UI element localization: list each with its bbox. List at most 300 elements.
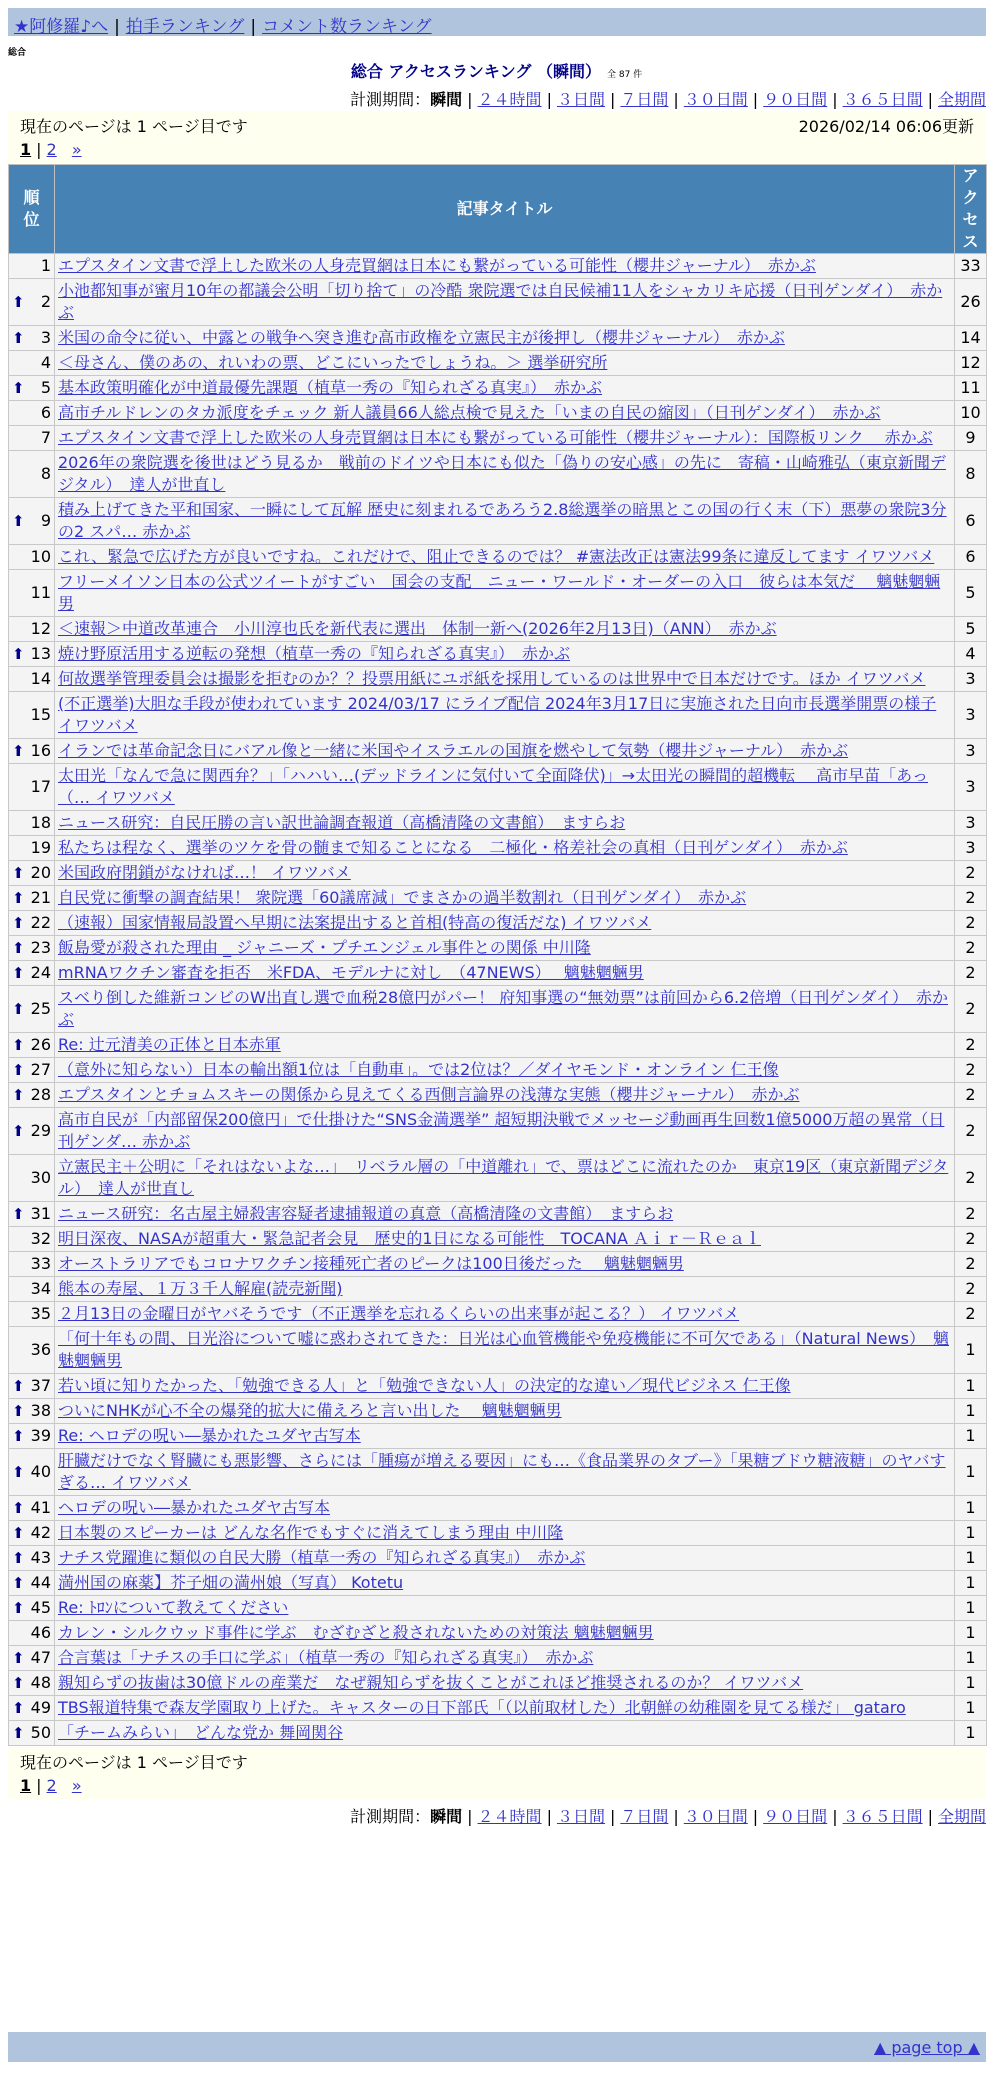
article-title-link[interactable]: 米国の命令に従い、中露との戦争へ突き進む高市政権を立憲民主が後押し（櫻井ジャーナル） 赤かぶ — [58, 328, 785, 347]
title-cell — [55, 1374, 955, 1399]
rank-up-arrow-icon: ⬆ — [12, 1427, 25, 1445]
title-cell — [55, 376, 955, 401]
access-count: 1 — [955, 1374, 987, 1399]
title-cell — [55, 279, 955, 326]
rank-cell — [9, 1302, 55, 1327]
access-count: 26 — [955, 279, 987, 326]
rank-number: 23 — [30, 938, 51, 957]
rank-number: 20 — [30, 863, 51, 882]
access-count: 1 — [955, 1546, 987, 1571]
rank-up-arrow-icon: ⬆ — [12, 1699, 25, 1717]
title-cell — [55, 836, 955, 861]
article-title-link[interactable]: 日本製のスピーカーは どんな名作でもすぐに消えてしまう理由 中川隆 — [58, 1523, 564, 1542]
rank-cell — [9, 811, 55, 836]
title-cell — [55, 1033, 955, 1058]
article-title-link[interactable]: TBS報道特集で森友学園取り上げた。キャスターの日下部氏「（以前取材した）北朝鮮の幼稚園を見てる様だ」 gataro — [58, 1698, 906, 1717]
rank-number: 17 — [30, 777, 51, 796]
rank-number: 31 — [30, 1204, 51, 1223]
rank-cell — [9, 1496, 55, 1521]
rank-up-arrow-icon: ⬆ — [12, 939, 25, 957]
table-row — [9, 1399, 987, 1424]
rank-number: 15 — [30, 705, 51, 724]
page-current: 1 — [20, 1776, 32, 1795]
article-title-link[interactable]: ヘロデの呪い―暴かれたユダヤ古写本 — [58, 1498, 331, 1517]
comment-ranking-link[interactable]: コメント数ランキング — [262, 17, 432, 37]
rank-number: 42 — [30, 1523, 51, 1542]
table-row — [9, 570, 987, 617]
table-row — [9, 1155, 987, 1202]
article-title-link[interactable]: ナチス党躍進に類似の自民大勝（植草一秀の『知られざる真実』） 赤かぶ — [58, 1548, 586, 1567]
period-90d-link[interactable]: ９０日間 — [763, 90, 828, 109]
article-title-link[interactable]: これ、緊急で広げた方が良いですね。これだけで、阻止できるのでは？ #憲法改正は憲法99条に違反してます イワツバメ — [58, 547, 935, 566]
table-row — [9, 642, 987, 667]
table-row — [9, 498, 987, 545]
rank-up-arrow-icon: ⬆ — [12, 914, 25, 932]
table-row — [9, 739, 987, 764]
table-row — [9, 1496, 987, 1521]
article-title-link[interactable]: 明日深夜、NASAが超重大・緊急記者会見 歴史的1日になる可能性 TOCANA Ａｉｒ－Ｒｅａｌ — [58, 1229, 761, 1248]
title-cell — [55, 1671, 955, 1696]
title-cell — [55, 570, 955, 617]
rank-up-arrow-icon: ⬆ — [12, 1086, 25, 1104]
rank-number: 12 — [30, 619, 51, 638]
access-count: 3 — [955, 692, 987, 739]
rank-number: 35 — [30, 1304, 51, 1323]
pager-top: 現在のページは 1 ページ目です 2026/02/14 06:06更新 1 | 2 » — [8, 111, 986, 163]
period-3d-link[interactable]: ３日間 — [556, 90, 605, 109]
rank-number: 8 — [40, 464, 51, 483]
table-row — [9, 986, 987, 1033]
access-count: 4 — [955, 642, 987, 667]
article-title-link[interactable]: （速報）国家情報局設置へ早期に法案提出すると首相(特高の復活だな) イワツバメ — [58, 913, 652, 932]
title-cell — [55, 1227, 955, 1252]
article-title-link[interactable]: カレン・シルクウッド事件に学ぶ むざむざと殺されないための対策法 魑魅魍魎男 — [58, 1623, 654, 1642]
table-row — [9, 1721, 987, 1746]
rank-cell — [9, 739, 55, 764]
access-count: 2 — [955, 1058, 987, 1083]
access-count: 1 — [955, 1571, 987, 1596]
title-cell — [55, 1546, 955, 1571]
rank-number: 48 — [30, 1673, 51, 1692]
rank-number: 4 — [40, 353, 51, 372]
rank-up-arrow-icon: ⬆ — [12, 1377, 25, 1395]
rank-cell — [9, 836, 55, 861]
rank-cell — [9, 1252, 55, 1277]
rank-cell — [9, 570, 55, 617]
rank-up-arrow-icon: ⬆ — [12, 1599, 25, 1617]
article-title-link[interactable]: 焼け野原活用する逆転の発想（植草一秀の『知られざる真実』） 赤かぶ — [58, 644, 571, 663]
table-row — [9, 936, 987, 961]
table-row — [9, 451, 987, 498]
total-count: 全 87 件 — [607, 70, 643, 80]
rank-up-arrow-icon: ⬆ — [12, 1674, 25, 1692]
article-title-link[interactable]: mRNAワクチン審査を拒否 米FDA、モデルナに対し （47NEWS） 魑魅魍魎男 — [58, 963, 644, 982]
rank-cell — [9, 1227, 55, 1252]
title-cell — [55, 764, 955, 811]
period-all-link[interactable]: 全期間 — [937, 1807, 986, 1826]
rank-cell — [9, 1374, 55, 1399]
access-count: 2 — [955, 1277, 987, 1302]
table-row — [9, 1252, 987, 1277]
access-header — [955, 165, 987, 254]
table-row — [9, 1083, 987, 1108]
rank-number: 25 — [30, 999, 51, 1018]
rank-cell — [9, 986, 55, 1033]
period-365d-link[interactable]: ３６５日間 — [842, 1807, 923, 1826]
rank-up-arrow-icon: ⬆ — [12, 1463, 25, 1481]
article-title-link[interactable]: ついにNHKが心不全の爆発的拡大に備えろと言い出した 魑魅魍魎男 — [58, 1401, 562, 1420]
article-title-link[interactable]: 「チームみらい」 どんな党か 舞岡関谷 — [58, 1723, 344, 1742]
rank-up-arrow-icon: ⬆ — [12, 1036, 25, 1054]
access-count: 9 — [955, 426, 987, 451]
rank-number: 50 — [30, 1723, 51, 1742]
table-row — [9, 667, 987, 692]
rank-number: 24 — [30, 963, 51, 982]
rank-cell — [9, 1646, 55, 1671]
period-365d-link[interactable]: ３６５日間 — [842, 90, 923, 109]
rank-cell — [9, 692, 55, 739]
table-row — [9, 254, 987, 279]
article-title-link[interactable]: (不正選挙)大胆な手段が使われています 2024/03/17 にライブ配信 2024年3月17日に実施された日向市長選挙開票の様子 イワツバメ — [58, 694, 937, 735]
access-count: 2 — [955, 1033, 987, 1058]
home-link[interactable]: ★阿修羅♪へ — [14, 17, 109, 37]
table-row — [9, 426, 987, 451]
rank-cell — [9, 861, 55, 886]
article-title-link[interactable]: 合言葉は「ナチスの手口に学ぶ」（植草一秀の『知られざる真実』） 赤かぶ — [58, 1648, 594, 1667]
article-title-link[interactable]: エプスタイン文書で浮上した欧米の人身売買網は日本にも繋がっている可能性（櫻井ジャーナル）：国際板リンク 赤かぶ — [58, 428, 933, 447]
title-cell — [55, 1424, 955, 1449]
table-row — [9, 1302, 987, 1327]
title-cell — [55, 1399, 955, 1424]
footer-bar — [8, 2032, 986, 2062]
access-count: 11 — [955, 376, 987, 401]
period-7d-link[interactable]: ７日間 — [620, 1807, 669, 1826]
access-count: 1 — [955, 1521, 987, 1546]
rank-number: 9 — [40, 511, 51, 530]
updated-timestamp: 2026/02/14 06:06更新 — [798, 117, 974, 136]
rank-up-arrow-icon: ⬆ — [12, 1205, 25, 1223]
title-cell — [55, 1327, 955, 1374]
rank-number: 44 — [30, 1573, 51, 1592]
rank-number: 22 — [30, 913, 51, 932]
table-row — [9, 545, 987, 570]
rank-number: 14 — [30, 669, 51, 688]
breadcrumb: 総合 — [8, 48, 27, 58]
article-title-link[interactable]: Re: 辻元清美の正体と日本赤軍 — [58, 1035, 281, 1054]
article-title-link[interactable]: 立憲民主＋公明に「それはないよな…」 リベラル層の「中道離れ」で、票はどこに流れたのか 東京19区（東京新聞デジタル） 達人が世直し — [58, 1157, 949, 1198]
rank-number: 36 — [30, 1340, 51, 1359]
access-count: 2 — [955, 1202, 987, 1227]
rank-number: 3 — [40, 328, 51, 347]
rank-up-arrow-icon: ⬆ — [12, 512, 25, 530]
table-row — [9, 1671, 987, 1696]
title-cell — [55, 961, 955, 986]
article-title-link[interactable]: ＜母さん、僕のあの、れいわの票、どこにいったでしょうね。＞ 選挙研究所 — [58, 353, 608, 372]
rank-cell — [9, 1424, 55, 1449]
rank-up-arrow-icon: ⬆ — [12, 1122, 25, 1140]
title-cell — [55, 351, 955, 376]
rank-up-arrow-icon: ⬆ — [12, 1649, 25, 1667]
access-count: 12 — [955, 351, 987, 376]
period-24h-link[interactable]: ２４時間 — [477, 1807, 542, 1826]
article-title-link[interactable]: 高市チルドレンのタカ派度をチェック 新人議員66人総点検で見えた「いまの自民の縮図」（日刊ゲンダイ） 赤かぶ — [58, 403, 881, 422]
rank-number: 5 — [40, 378, 51, 397]
period-selector-top: 計測期間：瞬間 | ２４時間 | ３日間 | ７日間 | ３０日間 | ９０日間 | ３６５日間 | 全期間 — [350, 90, 986, 109]
title-cell — [55, 498, 955, 545]
rank-cell — [9, 1546, 55, 1571]
table-row — [9, 1327, 987, 1374]
rank-number: 47 — [30, 1648, 51, 1667]
rank-number: 11 — [30, 583, 51, 602]
article-title-link[interactable]: 若い頃に知りたかった、「勉強できる人」と「勉強できない人」の決定的な違い／現代ビジネス 仁王像 — [58, 1376, 791, 1395]
article-title-link[interactable]: 私たちは程なく、選挙のツケを骨の髄まで知ることになる 二極化・格差社会の真相（日刊ゲンダイ） 赤かぶ — [58, 838, 848, 857]
rank-cell — [9, 376, 55, 401]
title-cell — [55, 1083, 955, 1108]
table-row — [9, 961, 987, 986]
period-90d-link[interactable]: ９０日間 — [763, 1807, 828, 1826]
title-cell — [55, 1621, 955, 1646]
ranking-table — [8, 164, 987, 1746]
rank-header — [9, 165, 55, 254]
rank-cell — [9, 1621, 55, 1646]
rank-number: 16 — [30, 741, 51, 760]
title-cell — [55, 401, 955, 426]
table-row — [9, 1696, 987, 1721]
article-title-link[interactable]: 親知らずの抜歯は30億ドルの産業だ なぜ親知らずを抜くことがこれほど推奨されるのか？ イワツバメ — [58, 1673, 804, 1692]
rank-number: 30 — [30, 1168, 51, 1187]
rank-cell — [9, 764, 55, 811]
rank-number: 33 — [30, 1254, 51, 1273]
access-count: 3 — [955, 764, 987, 811]
table-row — [9, 692, 987, 739]
article-title-link[interactable]: 基本政策明確化が中道最優先課題（植草一秀の『知られざる真実』） 赤かぶ — [58, 378, 603, 397]
rank-cell — [9, 401, 55, 426]
current-page-text: 現在のページは 1 ページ目です — [20, 1753, 248, 1772]
access-count: 1 — [955, 1671, 987, 1696]
article-title-link[interactable]: フリーメイソン日本の公式ツイートがすごい 国会の支配 ニュー・ワールド・オーダーの入口 彼らは本気だ 魑魅魍魎男 — [58, 572, 941, 613]
article-title-link[interactable]: 何故選挙管理委員会は撮影を拒むのか？？投票用紙にユポ紙を採用しているのは世界中で日本だけです。ほか イワツバメ — [58, 669, 926, 688]
article-title-link[interactable]: 太田光「なんで急に関西弁？」「ハハい…(デッドラインに気付いて全面降伏)」→太田光の瞬間的超機転 高市早苗「あっ（… イワツバメ — [58, 766, 929, 807]
title-cell — [55, 986, 955, 1033]
table-row — [9, 376, 987, 401]
next-page-link[interactable]: » — [71, 1776, 82, 1795]
article-title-link[interactable]: 自民党に衝撃の調査結果！ 衆院選「60議席減」でまさかの過半数割れ（日刊ゲンダイ） 赤かぶ — [58, 888, 747, 907]
article-title-link[interactable]: ＜速報＞中道改革連合 小川淳也氏を新代表に選出 体制一新へ(2026年2月13日)（ANN） 赤かぶ — [58, 619, 777, 638]
rank-up-arrow-icon: ⬆ — [12, 1499, 25, 1517]
page-2-link[interactable]: 2 — [46, 140, 57, 159]
table-row — [9, 764, 987, 811]
rank-up-arrow-icon: ⬆ — [12, 742, 25, 760]
rank-number: 10 — [30, 547, 51, 566]
rank-cell — [9, 279, 55, 326]
rank-up-arrow-icon: ⬆ — [12, 1402, 25, 1420]
next-page-link[interactable]: » — [71, 140, 82, 159]
rank-cell — [9, 1277, 55, 1302]
access-count: 8 — [955, 451, 987, 498]
rank-number: 38 — [30, 1401, 51, 1420]
access-count: 10 — [955, 401, 987, 426]
access-count: 1 — [955, 1596, 987, 1621]
access-count: 2 — [955, 936, 987, 961]
period-current: 瞬間 — [430, 1807, 463, 1826]
article-title-link[interactable]: 「何十年もの間、日光浴について嘘に惑わされてきた：日光は心血管機能や免疫機能に不可欠である」（Natural News） 魑魅魍魎男 — [58, 1329, 950, 1370]
rank-up-arrow-icon: ⬆ — [12, 1000, 25, 1018]
rank-up-arrow-icon: ⬆ — [12, 889, 25, 907]
article-title-link[interactable]: エプスタインとチョムスキーの関係から見えてくる西側言論界の浅薄な実態（櫻井ジャーナル） 赤かぶ — [58, 1085, 800, 1104]
rank-number: 1 — [40, 256, 51, 275]
rank-header-label: 順位 — [23, 188, 40, 229]
article-title-link[interactable]: Re: ﾄﾛﾝについて教えてください — [58, 1598, 289, 1617]
nav-separator: | — [114, 17, 120, 37]
period-label: 計測期間： — [350, 1807, 431, 1826]
title-cell — [55, 1696, 955, 1721]
access-count: 2 — [955, 861, 987, 886]
title-cell — [55, 1571, 955, 1596]
article-title-link[interactable]: エプスタイン文書で浮上した欧米の人身売買網は日本にも繋がっている可能性（櫻井ジャーナル） 赤かぶ — [58, 256, 816, 275]
rank-number: 45 — [30, 1598, 51, 1617]
access-count: 1 — [955, 1721, 987, 1746]
article-title-link[interactable]: ２月13日の金曜日がヤバそうです（不正選挙を忘れるくらいの出来事が起こる？） イワツバメ — [58, 1304, 740, 1323]
access-count: 1 — [955, 1424, 987, 1449]
title-cell — [55, 1596, 955, 1621]
rank-cell — [9, 1399, 55, 1424]
article-title-link[interactable]: ニュース研究：自民圧勝の言い訳世論調査報道（高橋清隆の文書館） ますらお — [58, 813, 626, 832]
title-cell — [55, 936, 955, 961]
title-cell — [55, 1058, 955, 1083]
access-count: 2 — [955, 1252, 987, 1277]
title-cell — [55, 1108, 955, 1155]
table-row — [9, 1227, 987, 1252]
access-count: 1 — [955, 1646, 987, 1671]
title-cell — [55, 667, 955, 692]
rank-number: 18 — [30, 813, 51, 832]
rank-cell — [9, 451, 55, 498]
period-7d-link[interactable]: ７日間 — [620, 90, 669, 109]
title-cell — [55, 861, 955, 886]
rank-cell — [9, 911, 55, 936]
rank-number: 43 — [30, 1548, 51, 1567]
access-count: 3 — [955, 836, 987, 861]
article-title-link[interactable]: 高市自民が「内部留保200億円」で仕掛けた“SNS金満選挙” 超短期決戦でメッセージ動画再生回数1億5000万超の異常（日刊ゲンダ… 赤かぶ — [58, 1110, 945, 1151]
rank-up-arrow-icon: ⬆ — [12, 1524, 25, 1542]
rank-cell — [9, 886, 55, 911]
access-count: 33 — [955, 254, 987, 279]
rank-cell — [9, 667, 55, 692]
table-row — [9, 1621, 987, 1646]
title-cell — [55, 617, 955, 642]
page-top-link[interactable]: ▲ page top ▲ — [873, 2038, 980, 2057]
rank-number: 49 — [30, 1698, 51, 1717]
access-count: 2 — [955, 1302, 987, 1327]
article-title-link[interactable]: 積み上げてきた平和国家、一瞬にして瓦解 歴史に刻まれるであろう2.8総選挙の暗黒とこの国の行く末（下）悪夢の衆院3分の2 スパ… 赤かぶ — [58, 500, 947, 541]
rank-cell — [9, 1449, 55, 1496]
rank-number: 34 — [30, 1279, 51, 1298]
article-title-link[interactable]: 米国政府閉鎖がなければ…！ イワツバメ — [58, 863, 351, 882]
table-row — [9, 1058, 987, 1083]
access-count: 5 — [955, 617, 987, 642]
article-title-link[interactable]: ニュース研究：名古屋主婦殺害容疑者逮捕報道の真意（高橋清隆の文書館） ますらお — [58, 1204, 674, 1223]
title-cell — [55, 1252, 955, 1277]
table-row — [9, 1277, 987, 1302]
article-title-link[interactable]: 肝臓だけでなく腎臓にも悪影響、さらには「腫瘍が増える要因」にも…《食品業界のタブー》「果糖ブドウ糖液糖」のヤバすぎる… イワツバメ — [58, 1451, 946, 1492]
access-count: 2 — [955, 1227, 987, 1252]
table-row — [9, 401, 987, 426]
table-row — [9, 911, 987, 936]
article-title-link[interactable]: スベり倒した維新コンビのW出直し選で血税28億円がパー！ 府知事選の“無効票”は前回から6.2倍増（日刊ゲンダイ） 赤かぶ — [58, 988, 949, 1029]
period-30d-link[interactable]: ３０日間 — [683, 90, 748, 109]
title-header: 記事タイトル — [55, 165, 955, 254]
rank-cell — [9, 498, 55, 545]
rank-up-arrow-icon: ⬆ — [12, 964, 25, 982]
period-3d-link[interactable]: ３日間 — [556, 1807, 605, 1826]
article-title-link[interactable]: 2026年の衆院選を後世はどう見るか 戦前のドイツや日本にも似た「偽りの安心感」の先に 寄稿・山崎雅弘（東京新聞デジタル） 達人が世直し — [58, 453, 946, 494]
rank-number: 2 — [40, 292, 51, 311]
article-title-link[interactable]: 満州国の麻薬】芥子畑の満州娘（写真） Kotetu — [58, 1573, 404, 1592]
rank-cell — [9, 1108, 55, 1155]
page-title: 総合 アクセスランキング （瞬間） — [350, 62, 601, 81]
rank-up-arrow-icon: ⬆ — [12, 1549, 25, 1567]
period-all-link[interactable]: 全期間 — [937, 90, 986, 109]
title-cell — [55, 1277, 955, 1302]
access-count: 3 — [955, 811, 987, 836]
rank-cell — [9, 1671, 55, 1696]
access-count: 3 — [955, 739, 987, 764]
table-row — [9, 1596, 987, 1621]
access-count: 1 — [955, 1399, 987, 1424]
title-cell — [55, 1155, 955, 1202]
access-header-label: アクセス — [962, 166, 979, 251]
table-row — [9, 1546, 987, 1571]
title-cell — [55, 1721, 955, 1746]
access-count: 2 — [955, 886, 987, 911]
page-2-link[interactable]: 2 — [46, 1776, 57, 1795]
access-count: 1 — [955, 1449, 987, 1496]
article-title-link[interactable]: イランでは革命記念日にバアル像と一緒に米国やイスラエルの国旗を燃やして気勢（櫻井ジャーナル） 赤かぶ — [58, 741, 849, 760]
period-24h-link[interactable]: ２４時間 — [477, 90, 542, 109]
rank-up-arrow-icon: ⬆ — [12, 1724, 25, 1742]
rank-number: 29 — [30, 1121, 51, 1140]
article-title-link[interactable]: オーストラリアでもコロナワクチン接種死亡者のピークは100日後だった 魑魅魍魎男 — [58, 1254, 684, 1273]
clap-ranking-link[interactable]: 拍手ランキング — [125, 17, 245, 37]
table-row — [9, 1449, 987, 1496]
rank-cell — [9, 1155, 55, 1202]
access-count: 2 — [955, 1108, 987, 1155]
rank-up-arrow-icon: ⬆ — [12, 864, 25, 882]
article-title-link[interactable]: 飯島愛が殺された理由 _ ジャニーズ・プチエンジェル事件との関係 中川隆 — [58, 938, 591, 957]
ranking-rows — [9, 254, 987, 1746]
rank-cell — [9, 545, 55, 570]
rank-cell — [9, 1033, 55, 1058]
table-row — [9, 886, 987, 911]
rank-number: 41 — [30, 1498, 51, 1517]
table-row — [9, 1646, 987, 1671]
rank-cell — [9, 1083, 55, 1108]
article-title-link[interactable]: Re: ヘロデの呪い―暴かれたユダヤ古写本 — [58, 1426, 361, 1445]
article-title-link[interactable]: 熊本の寿屋、１万３千人解雇(読売新聞) — [58, 1279, 343, 1298]
period-30d-link[interactable]: ３０日間 — [683, 1807, 748, 1826]
access-count: 1 — [955, 1327, 987, 1374]
rank-cell — [9, 1521, 55, 1546]
title-cell — [55, 326, 955, 351]
rank-number: 28 — [30, 1085, 51, 1104]
table-row — [9, 1571, 987, 1596]
title-cell — [55, 254, 955, 279]
page-title-wrap — [0, 59, 993, 82]
article-title-link[interactable]: （意外に知らない）日本の輸出額1位は「自動車」。では2位は？／ダイヤモンド・オンライン 仁王像 — [58, 1060, 779, 1079]
article-title-link[interactable]: 小池都知事が蜜月10年の都議会公明「切り捨て」の冷酷 衆院選では自民候補11人をシャカリキ応援（日刊ゲンダイ） 赤かぶ — [58, 281, 943, 322]
rank-up-arrow-icon: ⬆ — [12, 1574, 25, 1592]
access-count: 1 — [955, 1696, 987, 1721]
